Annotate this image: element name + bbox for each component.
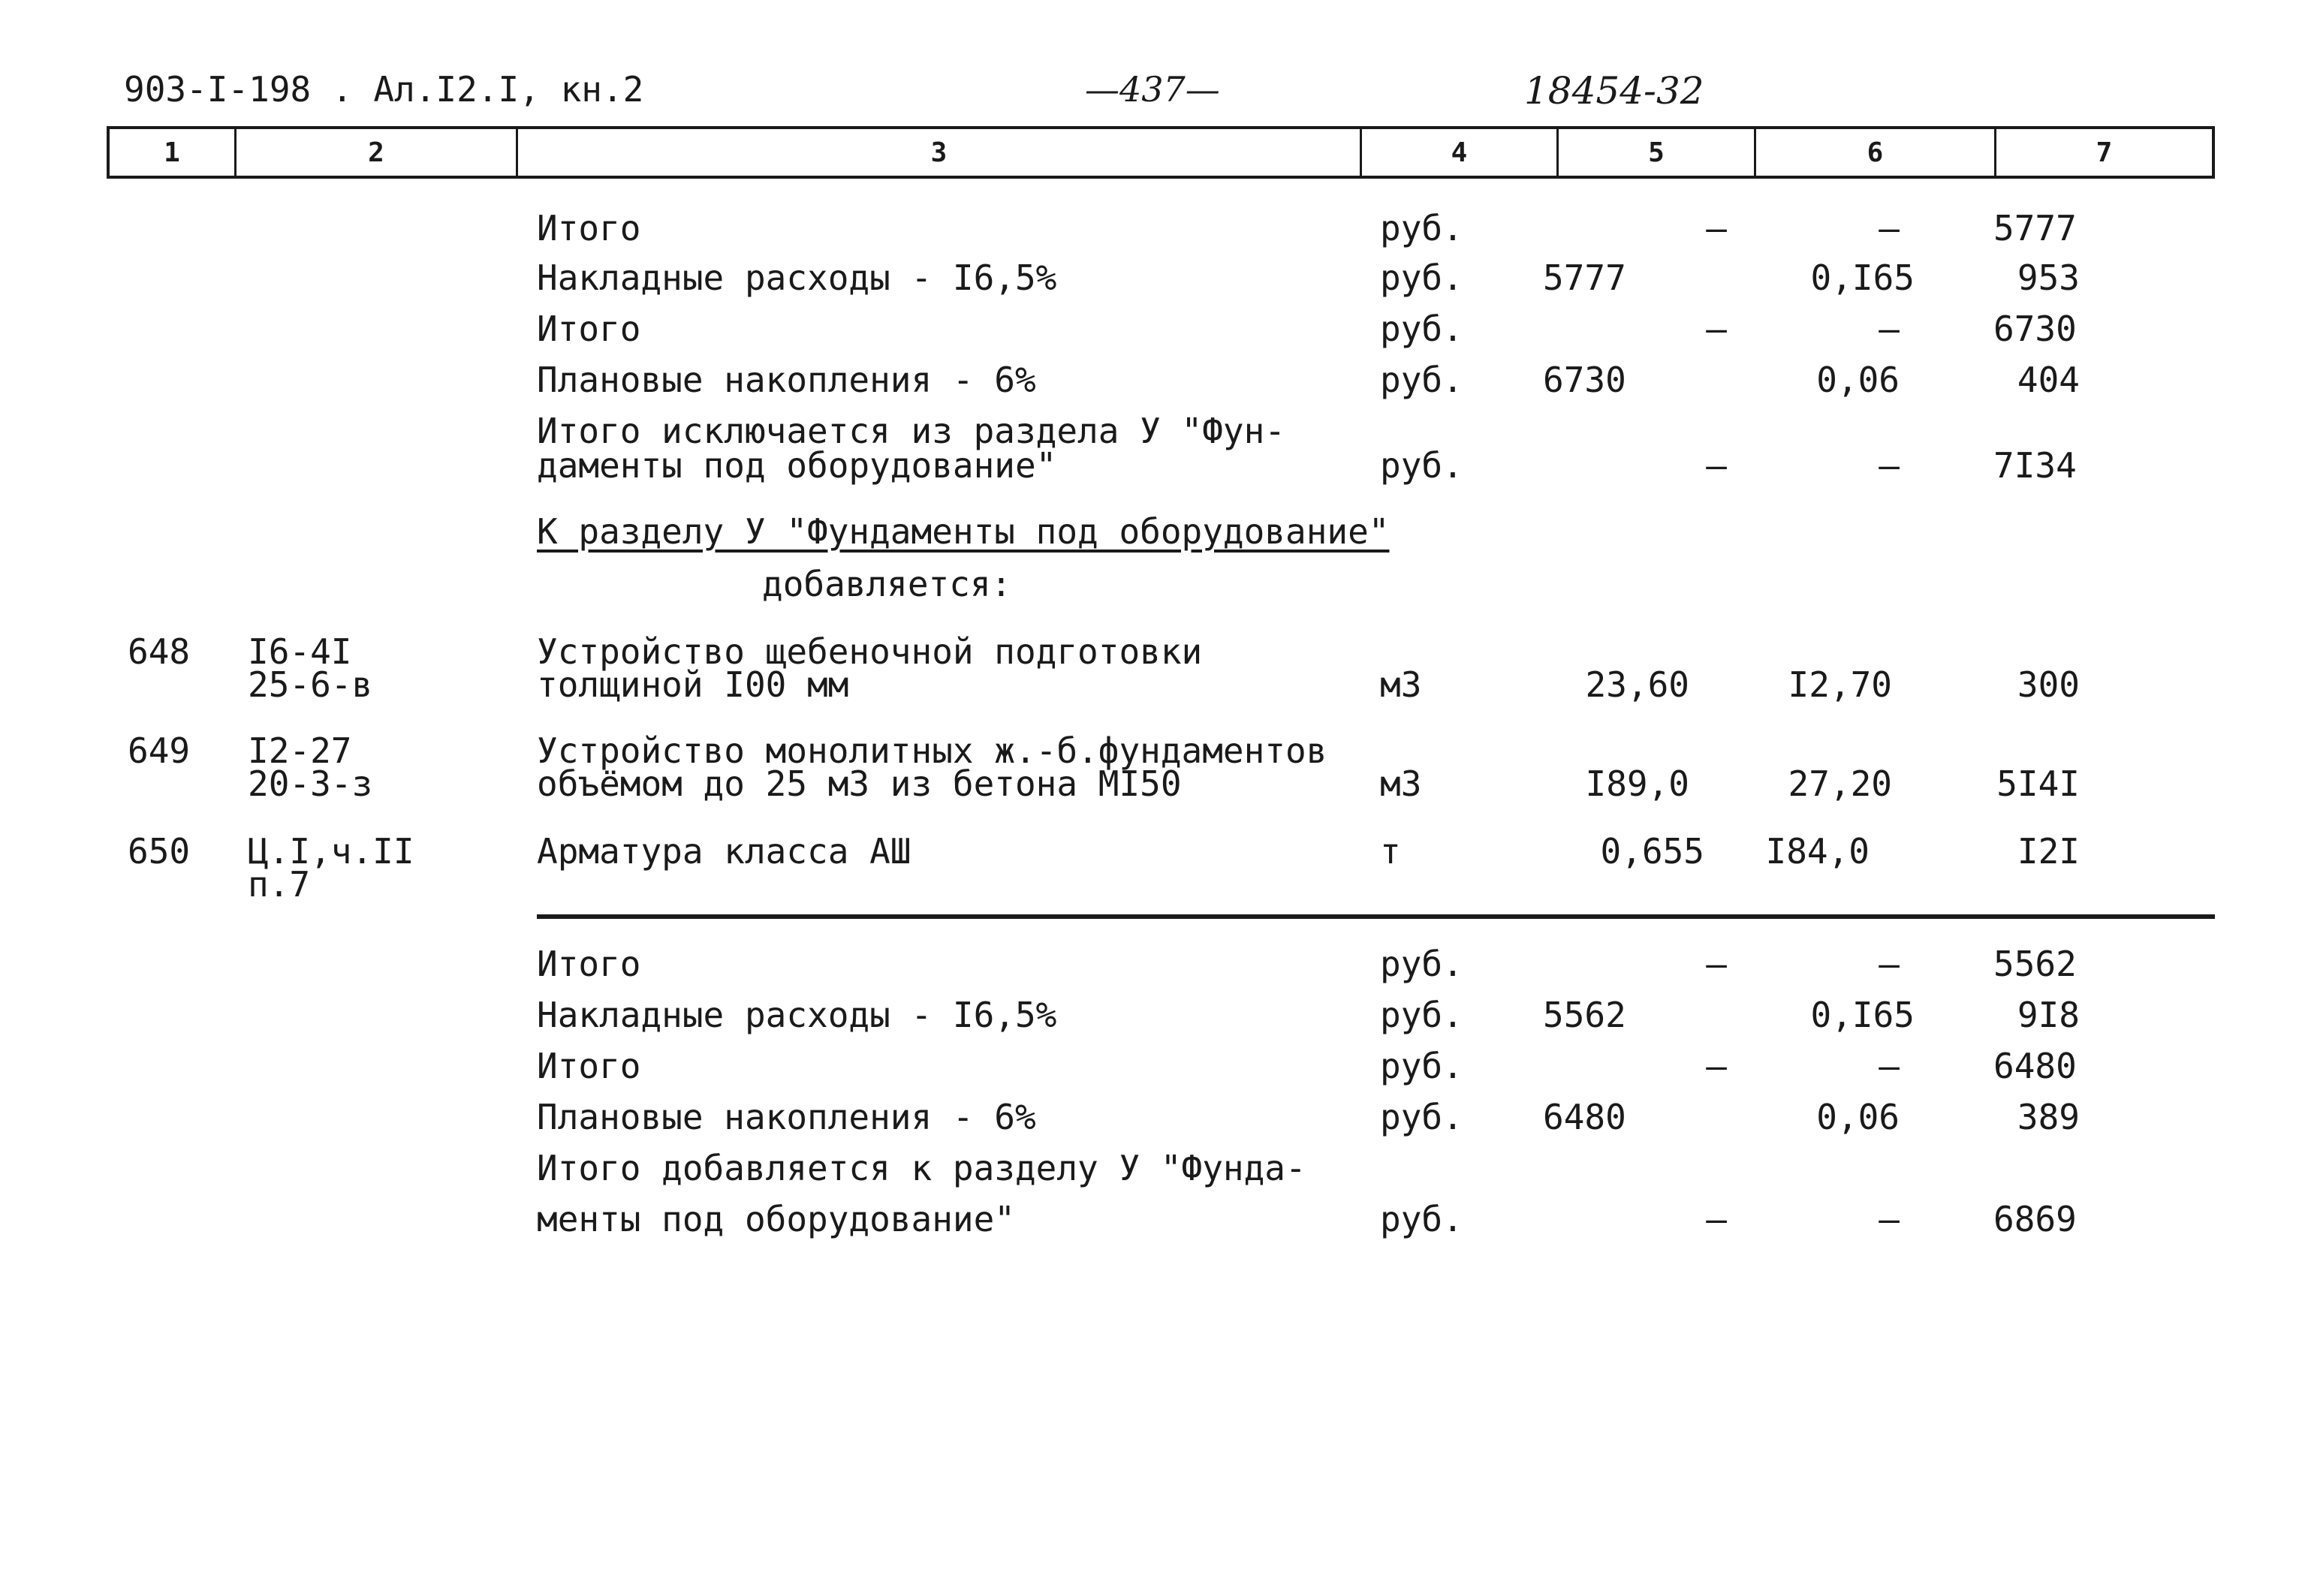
row-total: 6730 xyxy=(1993,309,2077,349)
row-qty: 5562 xyxy=(1543,995,1626,1035)
column-3-header: 3 xyxy=(516,129,1360,176)
row-name: Накладные расходы - I6,5% xyxy=(537,257,1057,298)
section-title: К разделу У "Фундаменты под оборудование" xyxy=(537,511,1390,552)
row-total: 6869 xyxy=(1993,1199,2077,1239)
item-price: 27,20 xyxy=(1788,763,1892,804)
item-unit: м3 xyxy=(1380,763,1422,804)
item-quantity: 23,60 xyxy=(1585,664,1689,705)
row-qty: — xyxy=(1706,208,1727,248)
document-number: 18454-32 xyxy=(1524,69,1704,113)
row-price: — xyxy=(1879,309,1900,349)
row-qty: 6480 xyxy=(1543,1097,1626,1137)
row-unit: руб. xyxy=(1380,1046,1463,1086)
item-quantity: I89,0 xyxy=(1585,763,1689,804)
row-price: — xyxy=(1879,208,1900,248)
row-qty: 5777 xyxy=(1543,257,1626,298)
item-number: 650 xyxy=(128,831,191,872)
item-price: I2,70 xyxy=(1788,664,1892,705)
row-unit: руб. xyxy=(1380,1097,1463,1137)
item-description-line-2: объёмом до 25 м3 из бетона МI50 xyxy=(537,763,1182,804)
row-name: Плановые накопления - 6% xyxy=(537,360,1036,400)
row-total: 5777 xyxy=(1993,208,2077,248)
row-unit: руб. xyxy=(1380,257,1463,298)
item-description-line-1: Устройство щебеночной подготовки xyxy=(537,631,1203,672)
column-5-header: 5 xyxy=(1556,129,1754,176)
item-number: 649 xyxy=(128,730,191,771)
item-unit: т xyxy=(1380,831,1401,872)
item-total: I2I xyxy=(2017,831,2080,872)
document-code: 903-I-198 . Ал.I2.I, кн.2 xyxy=(124,69,644,110)
row-qty: — xyxy=(1706,309,1727,349)
item-code-line-1: I6-4I xyxy=(248,631,352,672)
excluded-label-line-1: Итого исключается из раздела У "Фун- xyxy=(537,411,1285,451)
page-number: —437— xyxy=(1085,69,1220,110)
item-total: 300 xyxy=(2017,664,2080,705)
row-price: 0,I65 xyxy=(1810,257,1915,298)
column-2-header: 2 xyxy=(234,129,516,176)
item-code-line-2: 25-6-в xyxy=(248,664,373,705)
row-unit: руб. xyxy=(1380,995,1463,1035)
item-number: 648 xyxy=(128,631,191,672)
item-code-line-1: Ц.I,ч.II xyxy=(248,831,414,872)
column-6-header: 6 xyxy=(1754,129,1994,176)
row-total: 5562 xyxy=(1993,944,2077,984)
row-name: Итого xyxy=(537,208,641,248)
row-name: Накладные расходы - I6,5% xyxy=(537,995,1057,1035)
row-price: — xyxy=(1879,1199,1900,1239)
column-7-header: 7 xyxy=(1994,129,2212,176)
added-label-line-1: Итого добавляется к разделу У "Фунда- xyxy=(537,1148,1306,1188)
row-price: — xyxy=(1879,445,1900,486)
row-total: 7I34 xyxy=(1993,445,2077,486)
row-total: 404 xyxy=(2017,360,2080,400)
item-code-line-2: 20-3-з xyxy=(248,763,373,804)
item-code-line-1: I2-27 xyxy=(248,730,352,771)
item-description-line-2: толщиной I00 мм xyxy=(537,664,849,705)
row-unit: руб. xyxy=(1380,309,1463,349)
section-divider xyxy=(537,914,2215,919)
row-total: 953 xyxy=(2017,257,2080,298)
row-unit: руб. xyxy=(1380,944,1463,984)
item-description-line-1: Устройство монолитных ж.-б.фундаментов xyxy=(537,730,1327,771)
row-price: 0,06 xyxy=(1816,360,1900,400)
row-total: 9I8 xyxy=(2017,995,2080,1035)
row-name: Итого xyxy=(537,1046,641,1086)
row-qty: — xyxy=(1706,944,1727,984)
row-name: Итого xyxy=(537,944,641,984)
item-quantity: 0,655 xyxy=(1600,831,1704,872)
row-price: 0,I65 xyxy=(1810,995,1915,1035)
column-4-header: 4 xyxy=(1360,129,1556,176)
row-name: Плановые накопления - 6% xyxy=(537,1097,1036,1137)
section-subtitle: добавляется: xyxy=(762,564,1012,604)
row-unit: руб. xyxy=(1380,360,1463,400)
item-price: I84,0 xyxy=(1765,831,1870,872)
item-unit: м3 xyxy=(1380,664,1422,705)
row-qty: 6730 xyxy=(1543,360,1626,400)
row-unit: руб. xyxy=(1380,208,1463,248)
row-total: 389 xyxy=(2017,1097,2080,1137)
excluded-label-line-2: даменты под оборудование" xyxy=(537,445,1057,486)
item-total: 5I4I xyxy=(1996,763,2080,804)
row-qty: — xyxy=(1706,445,1727,486)
column-header-row xyxy=(107,126,2215,179)
item-code-line-2: п.7 xyxy=(248,864,311,905)
column-1-header: 1 xyxy=(164,137,180,168)
row-price: — xyxy=(1879,1046,1900,1086)
row-price: 0,06 xyxy=(1816,1097,1900,1137)
row-total: 6480 xyxy=(1993,1046,2077,1086)
row-price: — xyxy=(1879,944,1900,984)
item-description-line-1: Арматура класса АШ xyxy=(537,831,911,872)
row-name: Итого xyxy=(537,309,641,349)
row-qty: — xyxy=(1706,1199,1727,1239)
row-unit: руб. xyxy=(1380,445,1463,486)
row-qty: — xyxy=(1706,1046,1727,1086)
row-unit: руб. xyxy=(1380,1199,1463,1239)
added-label-line-2: менты под оборудование" xyxy=(537,1199,1015,1239)
